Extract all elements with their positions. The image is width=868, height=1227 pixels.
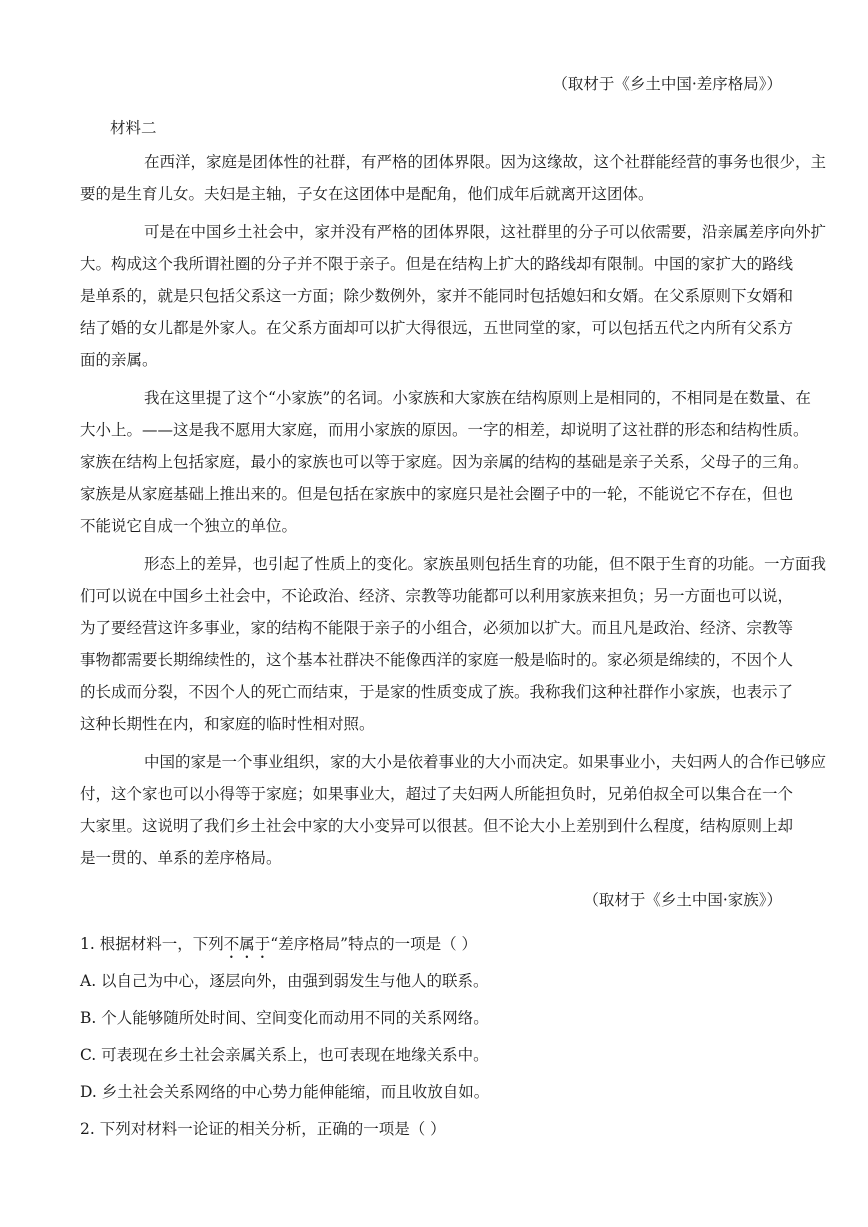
- text-line: 大小上。——这是我不愿用大家庭，而用小家族的原因。一字的相差，却说明了这社群的形态和结构性质。: [80, 421, 809, 439]
- text-line: 们可以说在中国乡土社会中，不论政治、经济、宗教等功能都可以利用家族来担负；另一方面也可以说，: [80, 587, 794, 605]
- option-d: D. 乡土社会关系网络的中心势力能伸能缩，而且收放自如。: [80, 1083, 490, 1101]
- question-1: [80, 926, 784, 963]
- paragraph-5: [80, 746, 827, 874]
- source-citation-1: （取材于《乡土中国·差序格局》）: [552, 75, 782, 93]
- question-1-prefix: 1. 根据材料一，下列: [80, 935, 224, 953]
- text-line: 家族在结构上包括家庭，最小的家族也可以等于家庭。因为亲属的结构的基础是亲子关系，父母子的三角。: [80, 453, 809, 471]
- text-line: 是一贯的、单系的差序格局。: [80, 849, 282, 867]
- paragraph-4: [80, 548, 827, 740]
- option-c: C. 可表现在乡土社会亲属关系上，也可表现在地缘关系中。: [80, 1046, 489, 1064]
- text-line: 我在这里提了这个“小家族”的名词。小家族和大家族在结构原则上是相同的，不相同是在数量、在: [144, 389, 811, 407]
- text-line: 大家里。这说明了我们乡土社会中家的大小变异可以很甚。但不论大小上差别到什么程度，结构原则上却: [80, 817, 794, 835]
- text-line: 事物都需要长期绵续性的，这个基本社群决不能像西洋的家庭一般是临时的。家必须是绵续的，不因个人: [80, 651, 794, 669]
- text-line: 结了婚的女儿都是外家人。在父系方面却可以扩大得很远，五世同堂的家，可以包括五代之内所有父系方: [80, 319, 794, 337]
- text-line: 是单系的，就是只包括父系这一方面；除少数例外，家并不能同时包括媳妇和女婿。在父系原则下女婿和: [80, 287, 794, 305]
- text-line: 要的是生育儿女。夫妇是主轴，子女在这团体中是配角，他们成年后就离开这团体。: [80, 185, 654, 203]
- text-line: 付，这个家也可以小得等于家庭；如果事业大，超过了夫妇两人所能担负时，兄弟伯叔全可以集合在一个: [80, 785, 794, 803]
- text-line: 在西洋，家庭是团体性的社群，有严格的团体界限。因为这缘故，这个社群能经营的事务也很少，主: [144, 153, 827, 171]
- body-text: [80, 146, 827, 874]
- text-line: 中国的家是一个事业组织，家的大小是依着事业的大小而决定。如果事业小，夫妇两人的合作已够应: [144, 753, 827, 771]
- text-line: 大。构成这个我所谓社圈的分子并不限于亲子。但是在结构上扩大的路线却有限制。中国的家扩大的路线: [80, 255, 794, 273]
- paragraph-1: [80, 146, 827, 210]
- text-line: 这种长期性在内，和家庭的临时性相对照。: [80, 715, 375, 733]
- text-line: 形态上的差异，也引起了性质上的变化。家族虽则包括生育的功能，但不限于生育的功能。一方面我: [144, 555, 827, 573]
- text-line: 为了要经营这许多事业，家的结构不能限于亲子的小组合，必须加以扩大。而且凡是政治、经济、宗教等: [80, 619, 794, 637]
- text-line: 家族是从家庭基础上推出来的。但是包括在家族中的家庭只是社会圈子中的一轮，不能说它不存在，但也: [80, 485, 794, 503]
- text-line: 可是在中国乡土社会中，家并没有严格的团体界限，这社群里的分子可以依需要，沿亲属差序向外扩: [144, 223, 827, 241]
- option-b: B. 个人能够随所处时间、空间变化而动用不同的关系网络。: [80, 1009, 489, 1027]
- text-line: 的长成而分裂，不因个人的死亡而结束，于是家的性质变成了族。我称我们这种社群作小家族，也表示了: [80, 683, 794, 701]
- source-citation-2: （取材于《乡土中国·家族》）: [583, 891, 782, 909]
- paragraph-3: [80, 382, 811, 542]
- text-line: 不能说它自成一个独立的单位。: [80, 517, 298, 535]
- option-a: A. 以自己为中心，逐层向外，由强到弱发生与他人的联系。: [80, 972, 489, 990]
- question-1-suffix: “差序格局”特点的一项是（ ）: [270, 935, 478, 953]
- paragraph-2: [80, 216, 827, 376]
- question-1-emphasis: 不属于: [223, 935, 271, 953]
- question-2: 2. 下列对材料一论证的相关分析，正确的一项是（ ）: [80, 1120, 446, 1138]
- questions-section: [80, 926, 784, 1148]
- text-line: 面的亲属。: [80, 351, 158, 369]
- material-title: 材料二: [110, 119, 157, 137]
